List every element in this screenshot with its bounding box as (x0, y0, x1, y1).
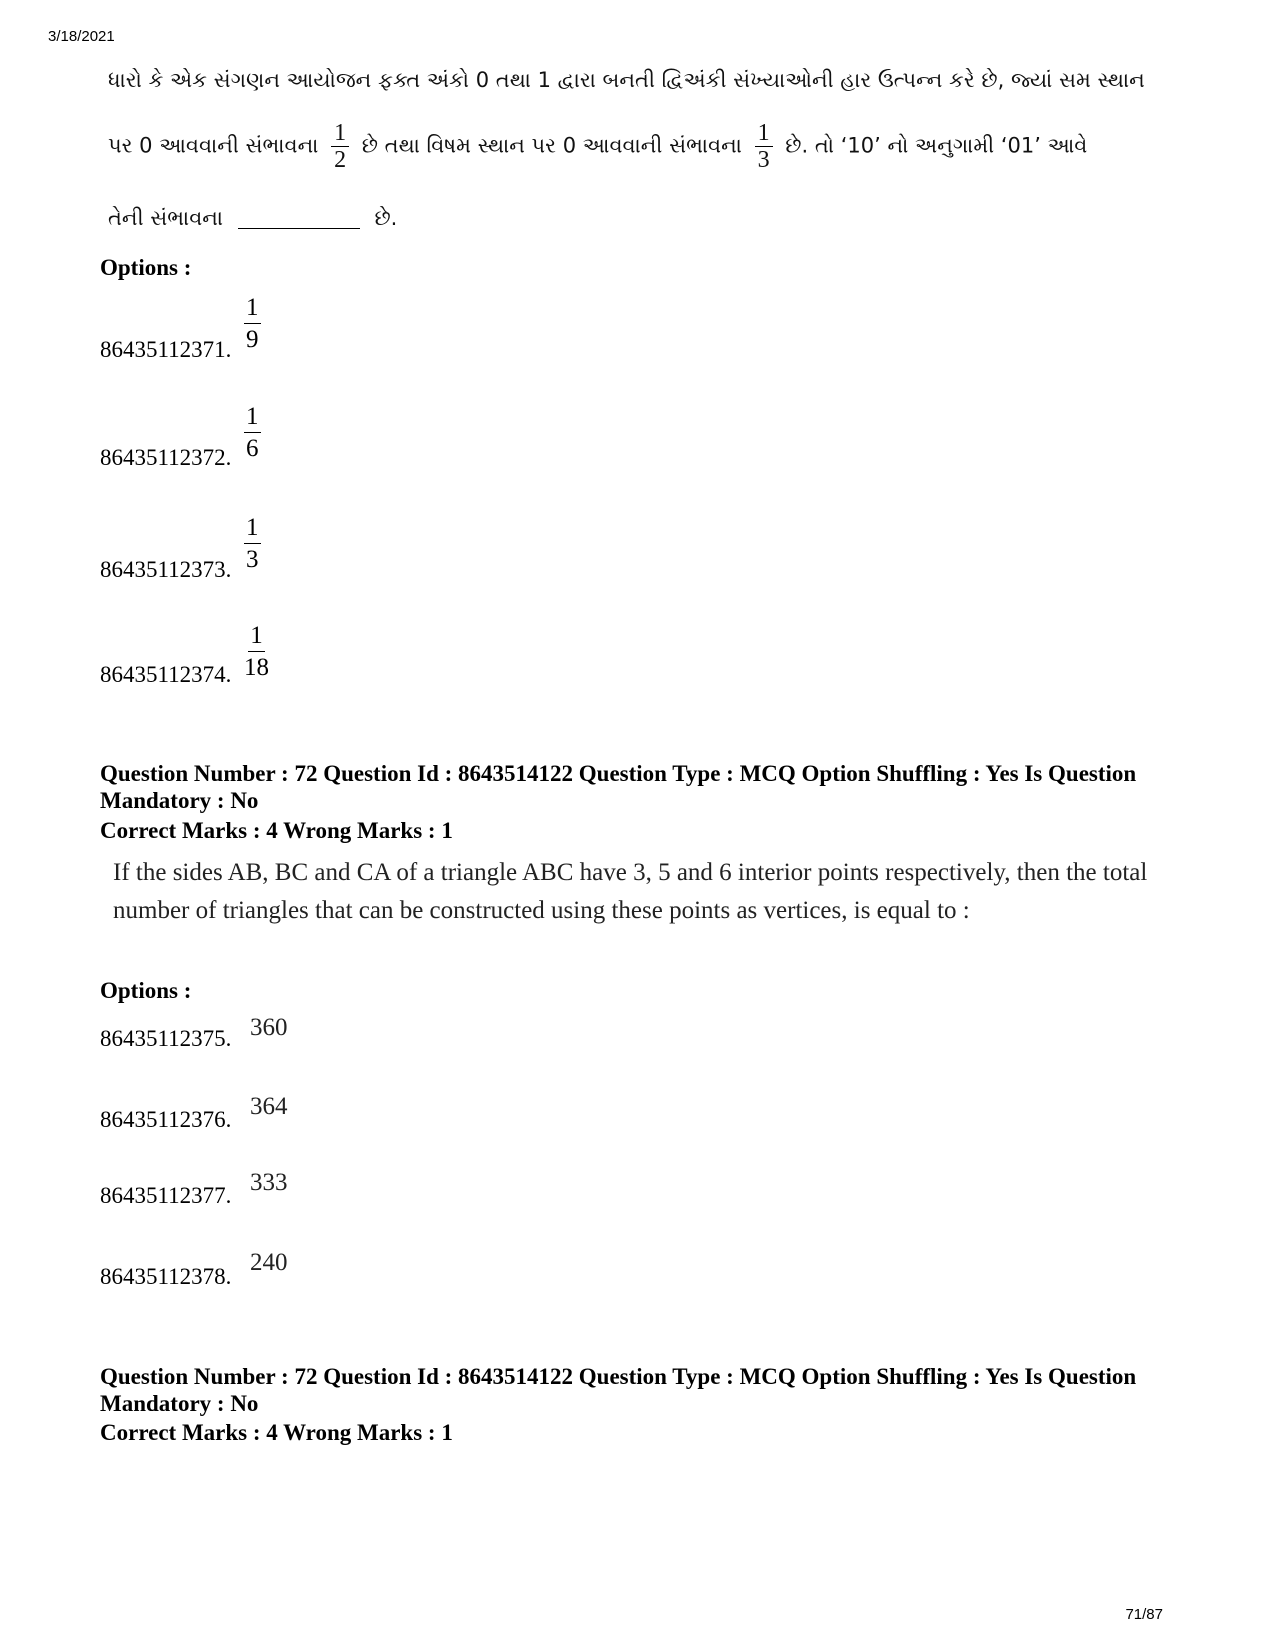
option-id: 86435112375. (100, 1026, 232, 1051)
option-fraction (244, 401, 261, 464)
question-71-text-e: છે. (374, 206, 398, 230)
question-72-text: If the sides AB, BC and CA of a triangle ABC have 3, 5 and 6 interior points respectively, then the total number of triangles that can be constructed using these points as vertices, is equal to : (113, 859, 1148, 924)
fraction-numerator: 1 (244, 512, 261, 544)
question-meta: Question Number : 72 Question Id : 8643514122 Question Type : MCQ Option Shuffling : Yes Is Question Mandatory : No (100, 761, 1137, 813)
fraction-denominator: 18 (244, 654, 269, 681)
fraction-denominator: 2 (334, 147, 347, 173)
print-date: 3/18/2021 (48, 28, 115, 45)
answer-blank (238, 228, 360, 229)
fraction-numerator: 1 (755, 120, 773, 147)
option-id: 86435112376. (100, 1107, 232, 1132)
option-id: 86435112371. (100, 337, 232, 362)
question-71-line-1: ધારો કે એક સંગણન આયોજન ફક્ત અંકો 0 તથા 1 દ્વારા બનતી દ્વિઅંકી સંખ્યાઓની હાર ઉત્પન્ન કરે છે, જ્યાં સમ સ્થાન (108, 68, 1145, 92)
fraction-denominator: 9 (246, 326, 259, 353)
fraction-one-third (755, 120, 773, 173)
option-id: 86435112377. (100, 1183, 232, 1208)
options-label: Options : (100, 255, 192, 280)
option-value: 360 (250, 1014, 288, 1041)
fraction-denominator: 6 (246, 435, 259, 462)
question-71-text-d: તેની સંભાવના (108, 206, 224, 230)
fraction-numerator: 1 (331, 120, 349, 147)
options-label: Options : (100, 978, 192, 1003)
question-71-line-3 (108, 206, 397, 231)
option-id: 86435112374. (100, 662, 232, 687)
page-number: 71/87 (1125, 1606, 1163, 1623)
option-value: 364 (250, 1093, 288, 1120)
option-value: 333 (250, 1169, 288, 1196)
question-71-text-a: પર 0 આવવાની સંભાવના (108, 133, 319, 158)
option-value: 240 (250, 1249, 288, 1276)
fraction-numerator: 1 (248, 620, 265, 652)
question-meta: Question Number : 72 Question Id : 8643514122 Question Type : MCQ Option Shuffling : Yes Is Question Mandatory : No (100, 1364, 1137, 1416)
fraction-numerator: 1 (244, 292, 261, 324)
fraction-denominator: 3 (757, 147, 770, 173)
question-71-text-c: છે. તો ‘10’ નો અનુગામી ‘01’ આવે (785, 133, 1088, 158)
fraction-numerator: 1 (244, 401, 261, 433)
question-71-text-b: છે તથા વિષમ સ્થાન પર 0 આવવાની સંભાવના (361, 133, 742, 158)
option-fraction (244, 620, 269, 683)
option-fraction (244, 512, 261, 575)
question-marks: Correct Marks : 4 Wrong Marks : 1 (100, 818, 453, 843)
question-marks: Correct Marks : 4 Wrong Marks : 1 (100, 1420, 453, 1445)
option-fraction (244, 292, 261, 355)
question-71-line-2 (108, 120, 1087, 173)
option-id: 86435112373. (100, 557, 232, 582)
fraction-denominator: 3 (246, 546, 259, 573)
option-id: 86435112378. (100, 1264, 232, 1289)
fraction-one-half (331, 120, 349, 173)
option-id: 86435112372. (100, 445, 232, 470)
